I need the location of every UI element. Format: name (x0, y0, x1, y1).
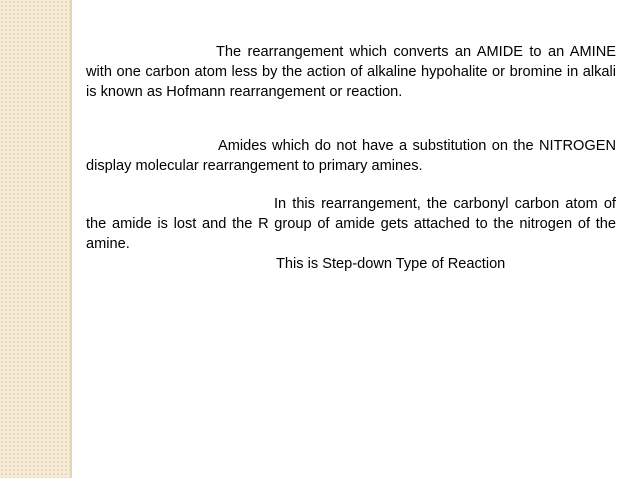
decorative-side-band (0, 0, 70, 478)
side-band-divider (70, 0, 72, 478)
closing-line-step-down: This is Step-down Type of Reaction (276, 256, 506, 272)
slide-content (86, 42, 616, 274)
paragraph-hofmann-definition: The rearrangement which converts an AMIDE to an AMINE with one carbon atom less by the action of alkaline hypohalite or bromine in alkali is known as Hofmann rearrangement or reaction. (86, 44, 616, 100)
paragraph-carbonyl-loss: In this rearrangement, the carbonyl carbon atom of the amide is lost and the R group of amide gets attached to the nitrogen of the amine. (86, 196, 616, 252)
paragraph-amide-substitution: Amides which do not have a substitution on the NITROGEN display molecular rearrangement to primary amines. (86, 138, 616, 174)
